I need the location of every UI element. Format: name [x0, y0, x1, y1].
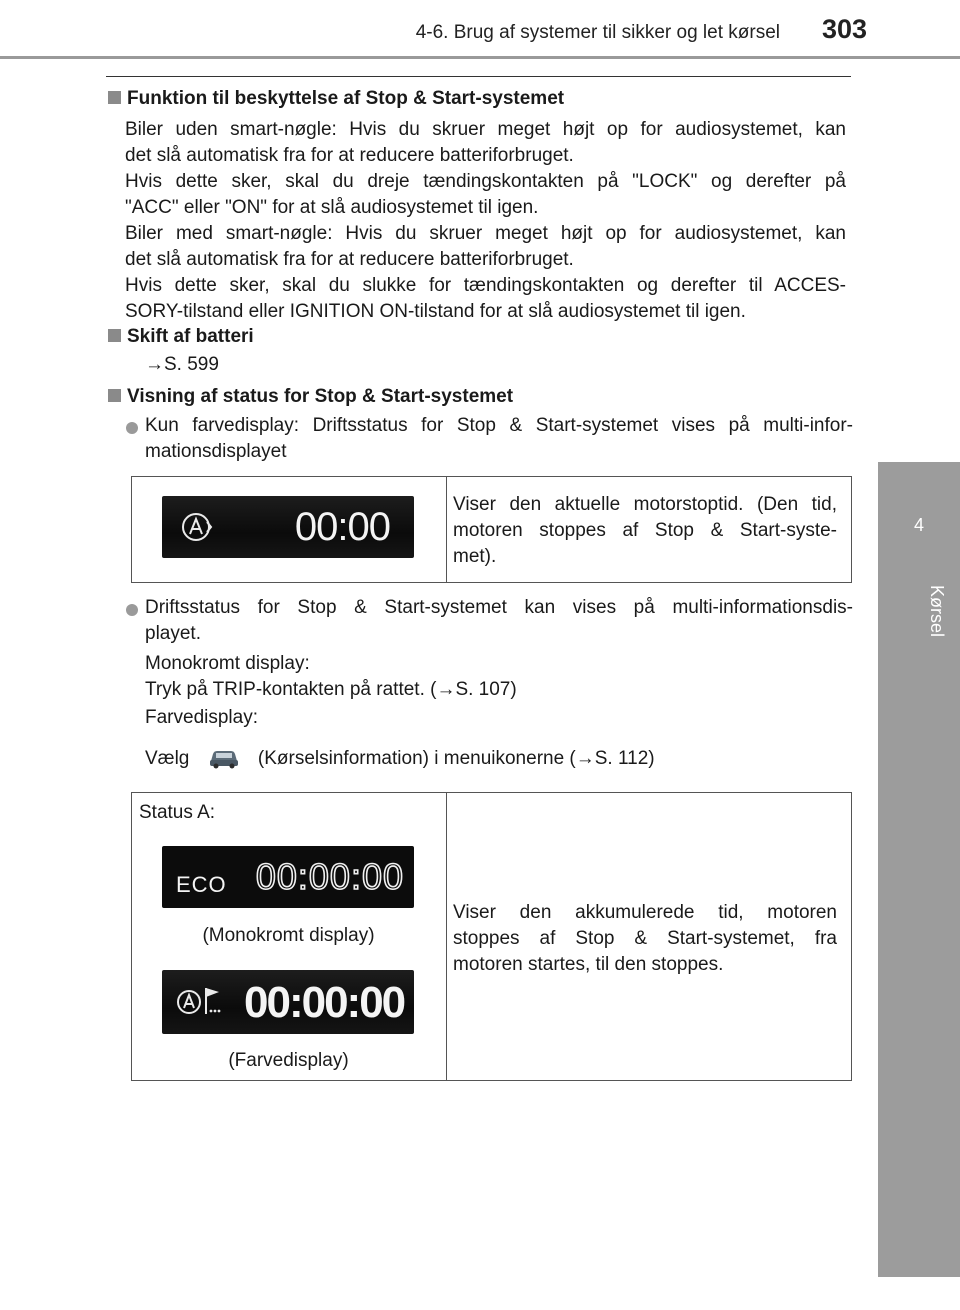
square-bullet-icon	[108, 91, 121, 104]
bullet-color-display-text	[145, 413, 853, 465]
text-line: Viser den aktuelle motorstoptid. (Den tid,	[453, 494, 837, 515]
square-bullet-icon	[108, 329, 121, 342]
auto-stop-flag-icon	[162, 970, 242, 1034]
text-line: Hvis dette sker, skal du dreje tændingskontakten på "LOCK" og derefter på	[125, 171, 846, 192]
header-rule	[0, 56, 960, 59]
section-heading-protection	[108, 88, 564, 110]
section-heading-text: Funktion til beskyttelse af Stop & Start-systemet	[127, 88, 565, 109]
bullet-multi-info-text	[145, 595, 853, 647]
text-line: Kun farvedisplay: Driftsstatus for Stop & Start-systemet vises på multi-infor-	[145, 415, 853, 436]
select-suffix: (Kørselsinformation) i menuikonerne (→S. 112)	[257, 748, 655, 769]
mono-label: Monokromt display:	[145, 653, 310, 674]
text-line: "ACC" eller "ON" for at slå audiosystemet til igen.	[125, 197, 539, 218]
select-prefix: Vælg	[145, 748, 190, 769]
table-divider	[446, 792, 447, 1081]
section-heading-status-display	[108, 386, 513, 408]
table-divider	[446, 476, 447, 583]
text-line: det slå automatisk fra for at reducere batteriforbruget.	[125, 145, 574, 166]
eco-indicator: ECO	[176, 872, 227, 897]
text-line: Viser den akkumulerede tid, motoren	[453, 902, 837, 923]
color-label: Farvedisplay:	[145, 707, 258, 728]
text-line: det slå automatisk fra for at reducere batteriforbruget.	[125, 249, 574, 270]
text-line: met).	[453, 546, 497, 567]
color-accumulated-display	[162, 970, 414, 1034]
paragraph-with-smartkey	[125, 221, 846, 325]
content-rule	[106, 76, 851, 77]
mono-instruction-text: Tryk på TRIP-kontakten på rattet. (→S. 107)	[145, 679, 517, 700]
color-time-value: 00:00:00	[244, 978, 405, 1027]
text-line: motoren startes, til den stoppes.	[453, 954, 724, 975]
reference-text: S. 599	[164, 354, 219, 375]
mono-instruction	[145, 651, 845, 703]
mono-time-value: 00:00:00	[255, 856, 404, 897]
battery-page-reference[interactable]	[145, 354, 219, 376]
text-line: mationsdisplayet	[145, 441, 287, 462]
stop-time-description	[453, 492, 837, 570]
section-heading-text: Skift af batteri	[127, 326, 254, 347]
round-bullet-icon	[126, 421, 138, 439]
chapter-label: Kørsel	[927, 585, 947, 638]
text-line: stoppes af Stop & Start-systemet, fra	[453, 928, 837, 949]
round-bullet-icon	[126, 603, 138, 621]
accumulated-time-description	[453, 900, 837, 978]
text-line: Biler med smart-nøgle: Hvis du skruer meget højt op for audiosystemet, kan	[125, 223, 846, 244]
mono-accumulated-display	[162, 846, 414, 908]
paragraph-without-smartkey	[125, 117, 846, 221]
text-line: playet.	[145, 623, 201, 644]
status-label: Status A:	[139, 802, 216, 823]
mono-caption: (Monokromt display)	[202, 925, 375, 946]
section-heading-text: Visning af status for Stop & Start-systemet	[127, 386, 514, 407]
text-line: motoren stoppes af Stop & Start-syste-	[453, 520, 837, 541]
car-info-icon	[195, 748, 253, 768]
text-line: SORY-tilstand eller IGNITION ON-tilstand for at slå audiosystemet til igen.	[125, 301, 746, 322]
stop-time-value: 00:00	[294, 505, 390, 549]
text-line: Hvis dette sker, skal du slukke for tændingskontakten og derefter til ACCES-	[125, 275, 846, 296]
square-bullet-icon	[108, 389, 121, 402]
text-line: Biler uden smart-nøgle: Hvis du skruer meget højt op for audiosystemet, kan	[125, 119, 846, 140]
page-number: 303	[822, 14, 868, 44]
running-header: 4-6. Brug af systemer til sikker og let kørsel	[415, 22, 780, 43]
section-heading-battery	[108, 326, 254, 348]
text-line: Driftsstatus for Stop & Start-systemet kan vises på multi-informationsdis-	[145, 597, 853, 618]
arrow-icon: →	[145, 354, 164, 375]
current-stop-time-display	[162, 496, 414, 558]
chapter-tab	[878, 462, 960, 1277]
chapter-number: 4	[913, 515, 924, 535]
menu-select-instruction	[145, 746, 655, 772]
color-caption: (Farvedisplay)	[228, 1050, 349, 1071]
